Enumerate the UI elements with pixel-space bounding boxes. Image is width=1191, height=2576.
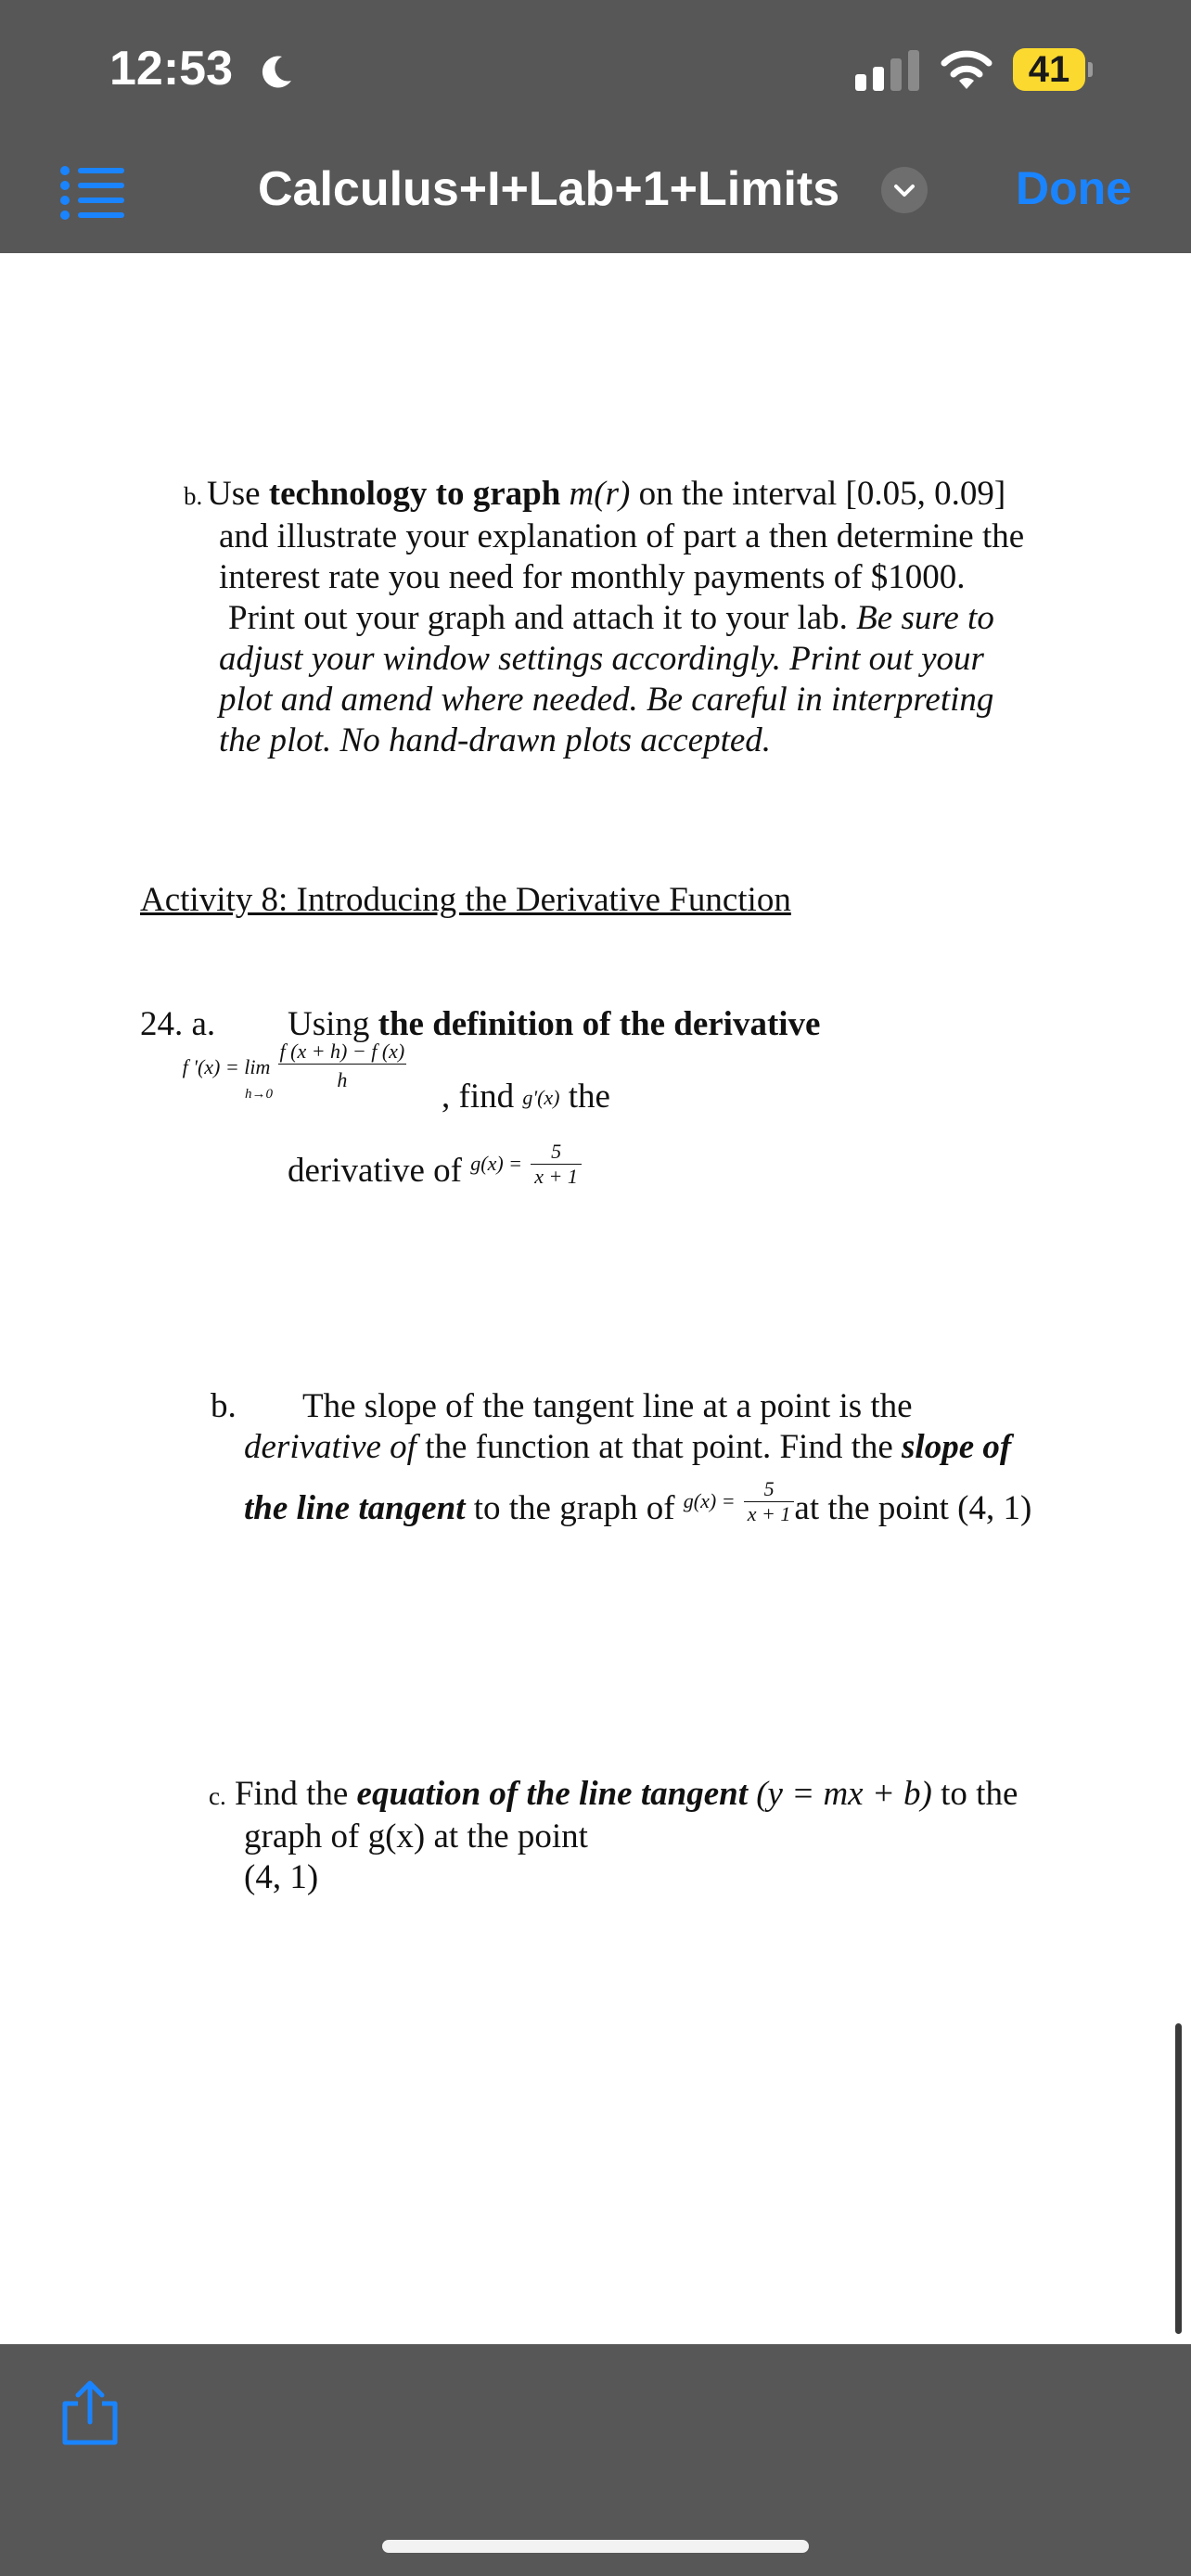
formula-numerator: f (x + h) − f (x) [279,1039,405,1063]
battery-level: 41 [1028,49,1070,90]
text: The slope of the tangent line at a point is the [302,1387,913,1425]
text: Print out your graph and attach it to your lab. [228,599,857,637]
text: derivative of [288,1152,462,1190]
text: to the graph of [465,1489,684,1527]
part-b-paragraph [184,474,1056,761]
text-bold-italic: the line tangent [244,1489,466,1527]
text-bold-italic: equation of the line tangent [356,1775,748,1813]
part-b2-line3 [244,1477,1031,1528]
text-bold-italic: slope of [902,1428,1012,1466]
document-page [0,253,1191,2344]
formula-limit: h→0 [245,1086,273,1102]
fraction-numerator: 5 [744,1477,795,1502]
text-line: interest rate you need for monthly payments of $1000. [219,558,966,596]
done-button[interactable]: Done [1016,162,1132,214]
text-line: graph of g(x) at the point [244,1817,588,1855]
text-italic: derivative of [244,1428,416,1466]
home-indicator[interactable] [382,2540,809,2553]
math-g-lhs: g(x) = [470,1152,523,1175]
text: the function at that point. Find the [416,1428,903,1466]
text: at the point (4, 1) [794,1489,1032,1527]
math-g-lhs: g(x) = [683,1489,736,1512]
title-menu-button[interactable] [881,167,928,213]
formula-lhs: f '(x) = lim [182,1054,271,1078]
text-italic: adjust your window settings accordingly. Print out your [219,640,984,678]
part-b2-line1 [211,1386,913,1427]
chevron-down-icon [893,180,916,200]
fraction-denominator: x + 1 [747,1502,791,1525]
share-icon[interactable] [59,2379,121,2446]
text-italic: plot and amend where needed. Be careful in interpreting [219,681,994,719]
text: to the [931,1775,1018,1813]
derivative-of-text [288,1140,582,1191]
activity-heading: Activity 8: Introducing the Derivative Function [140,881,791,919]
formula-denominator: h [337,1068,348,1091]
document-title: Calculus+I+Lab+1+Limits [258,162,840,216]
fraction-denominator: x + 1 [534,1165,578,1188]
find-text [442,1077,610,1116]
text: the [568,1078,610,1116]
part-b-label: b. [184,482,203,510]
text-italic: Be sure to [856,599,994,637]
text-line: (4, 1) [244,1858,319,1896]
battery-icon [1013,48,1093,91]
moon-icon [258,53,295,90]
math-g-prime: g'(x) [522,1086,560,1109]
question-24a-text [288,1004,820,1044]
derivative-definition-formula [180,1039,406,1105]
text: Using [288,1005,378,1043]
math-equation: (y = mx + b) [747,1775,932,1813]
text-bold: the definition of the derivative [378,1005,821,1043]
text: Find the [225,1775,357,1813]
part-label: c. [209,1782,226,1810]
text: Use [207,475,269,513]
top-bar [0,0,1191,253]
text-bold: technology to graph [268,475,561,513]
math-m-of-r: m(r) [560,475,631,513]
list-icon[interactable] [59,163,126,223]
scroll-indicator[interactable] [1175,2023,1182,2334]
question-number: 24. a. [140,1005,216,1043]
text-italic: the plot. No hand-drawn plots accepted. [219,721,772,759]
part-c-paragraph [209,1774,1018,1898]
battery-nub [1088,62,1093,77]
text: on the interval [0.05, 0.09] [630,475,1006,513]
part-b2-line2 [244,1427,1011,1467]
fraction-numerator: 5 [531,1140,582,1165]
text-line: and illustrate your explanation of part a then determine the [219,517,1025,555]
cellular-signal-icon [855,48,920,91]
status-time: 12:53 [109,42,233,96]
wifi-icon [937,43,996,91]
text: , find [442,1078,515,1116]
part-label: b. [211,1387,237,1425]
